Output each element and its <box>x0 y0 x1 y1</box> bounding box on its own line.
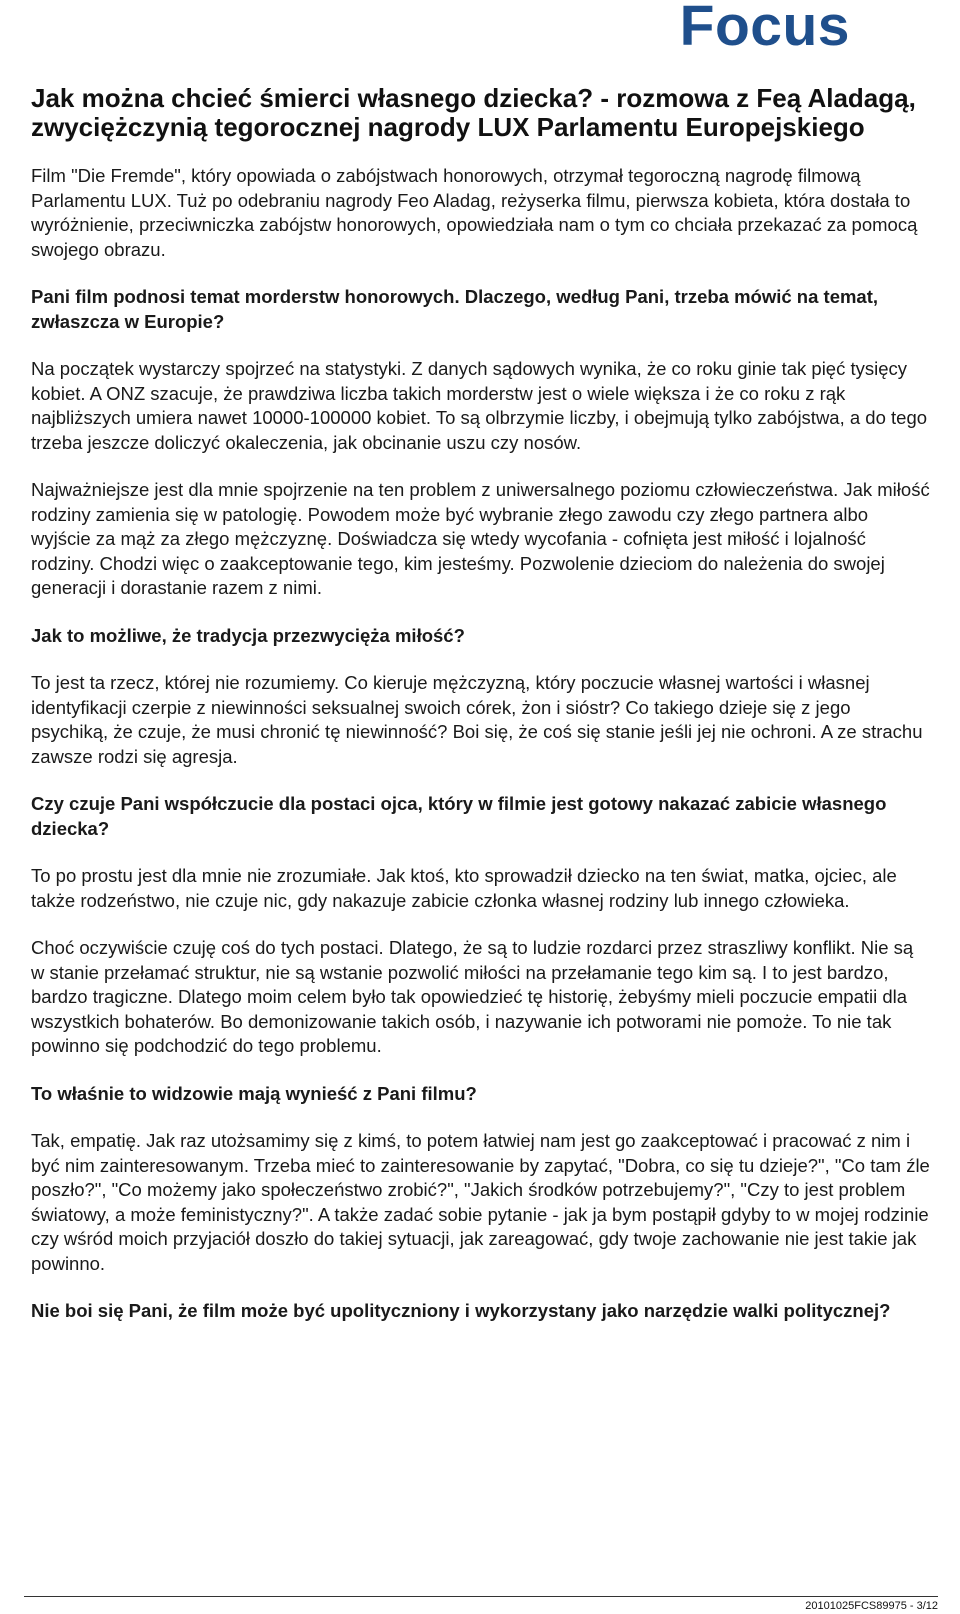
footer-divider <box>24 1596 938 1597</box>
document-reference: 20101025FCS89975 - 3/12 <box>805 1600 938 1612</box>
brand-logo: Focus <box>679 0 850 58</box>
answer-paragraph: Na początek wystarczy spojrzeć na statystyki. Z danych sądowych wynika, że co roku ginie tak pięć tysięcy kobiet. A ONZ szacuje, że prawdziwa liczba takich morderstw jest o wiele większa i że co roku z rąk najbliższych umiera nawet 10000-100000 kobiet. To są olbrzymie liczby, i obejmują tylko zabójstwa, a do tego trzeba jeszcze doliczyć okaleczenia, jak obcinanie uszu czy nosów. <box>31 358 928 453</box>
interview-question: Czy czuje Pani współczucie dla postaci ojca, który w filmie jest gotowy nakazać zabicie własnego dziecka? <box>31 793 887 839</box>
article-title: Jak można chcieć śmierci własnego dziecka? - rozmowa z Feą Aladagą, zwyciężczynią tegorocznej nagrody LUX Parlamentu Europejskiego <box>31 83 916 142</box>
intro-paragraph: Film "Die Fremde", który opowiada o zabójstwach honorowych, otrzymał tegoroczną nagrodę filmową Parlamentu LUX. Tuż po odebraniu nagrody Feo Aladag, reżyserka filmu, pierwsza kobieta, która dostała to wyróżnienie, przeciwniczka zabójstw honorowych, opowiedziała nam o tym co chciała przekazać za pomocą swojego obrazu. <box>31 165 918 260</box>
interview-question: Jak to możliwe, że tradycja przezwycięża miłość? <box>31 624 465 646</box>
answer-paragraph: To jest ta rzecz, której nie rozumiemy. Co kieruje mężczyzną, który poczucie własnej wartości i własnej identyfikacji czerpie z niewinności seksualnej swoich córek, żon i sióstr? Co takiego dzieje się z jego psychiką, że czuje, że musi chronić tę niewinność? Boi się, że coś się stanie jeśli jej nie ochroni. A ze strachu zawsze rodzi się agresja. <box>31 672 923 767</box>
interview-question: Pani film podnosi temat morderstw honorowych. Dlaczego, według Pani, trzeba mówić na temat, zwłaszcza w Europie? <box>31 286 879 332</box>
article-body <box>31 84 931 1347</box>
answer-paragraph: Tak, empatię. Jak raz utożsamimy się z kimś, to potem łatwiej nam jest go zaakceptować i pracować z nim i być nim zainteresowanym. Trzeba mieć to zainteresowanie by zapytać, "Dobra, co się tu dzieje?", "Co tam źle poszło?", "Co możemy jako społeczeństwo zrobić?", "Jakich środków potrzebujemy?", "Czy to jest problem światowy, a może feministyczny?". A także zadać sobie pytanie - jak ja bym postąpił gdyby to w mojej rodzinie czy wśród moich przyjaciół doszło do takiej sytuacji, jak zareagować, gdy twoje zachowanie nie jest takie jak powinno. <box>31 1130 930 1274</box>
answer-paragraph: To po prostu jest dla mnie nie zrozumiałe. Jak ktoś, kto sprowadził dziecko na ten świat, matka, ojciec, ale także rodzeństwo, nie czuje nic, gdy nakazuje zabicie członka własnej rodziny lub innego człowieka. <box>31 865 897 911</box>
interview-question: Nie boi się Pani, że film może być upolityczniony i wykorzystany jako narzędzie walki politycznej? <box>31 1300 891 1321</box>
answer-paragraph: Choć oczywiście czuję coś do tych postaci. Dlatego, że są to ludzie rozdarci przez straszliwy konflikt. Nie są w stanie przełamać struktur, nie są wstanie pozwolić miłości na przełamanie tego kim są. I to jest bardzo, bardzo tragiczne. Dlatego moim celem było tak opowiedzieć tę historię, żebyśmy mieli poczucie empatii dla wszystkich bohaterów. Bo demonizowanie takich osób, i nazywanie ich potworami nie pomoże. To nie tak powinno się podchodzić do tego problemu. <box>31 937 914 1056</box>
interview-question: To właśnie to widzowie mają wynieść z Pani filmu? <box>31 1082 477 1104</box>
answer-paragraph: Najważniejsze jest dla mnie spojrzenie na ten problem z uniwersalnego poziomu człowieczeństwa. Jak miłość rodziny zamienia się w patologię. Powodem może być wybranie złego zawodu czy złego partnera albo wyjście za mąż za złego mężczyznę. Doświadcza się wtedy wycofania - cofnięta jest miłość i lojalność rodziny. Chodzi więc o zaakceptowanie tego, kim jesteśmy. Pozwolenie dzieciom do należenia do swojej generacji i dorastanie razem z nimi. <box>31 479 930 598</box>
